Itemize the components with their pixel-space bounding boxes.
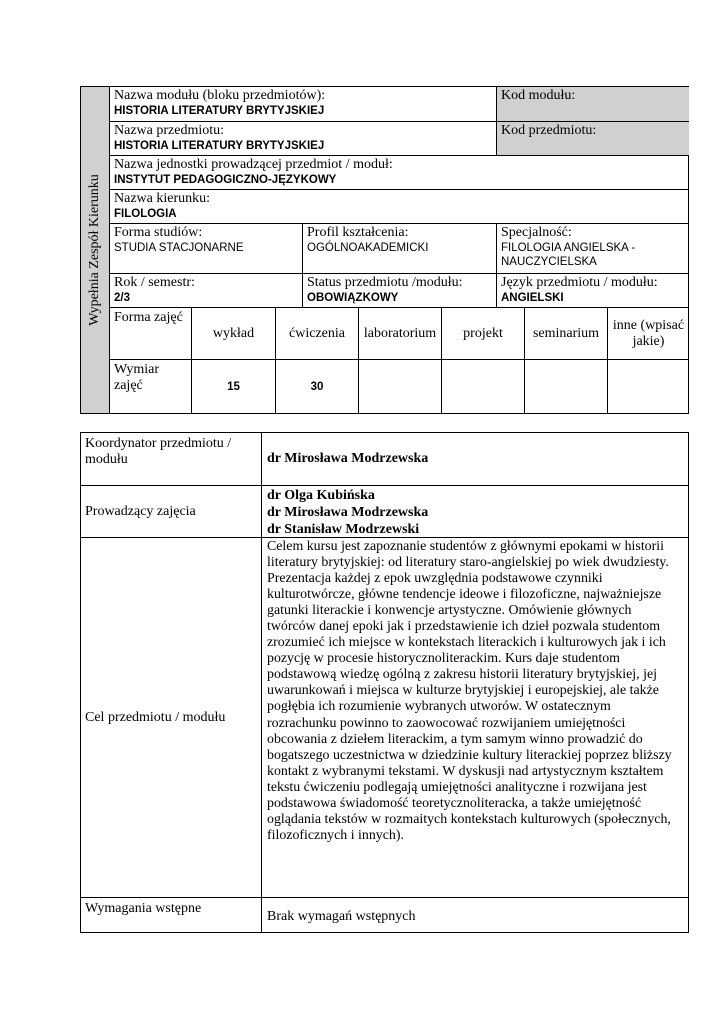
subject-cell bbox=[110, 122, 497, 156]
form-col-project: projekt bbox=[442, 308, 525, 360]
subject-code-label: Kod przedmiotu: bbox=[501, 123, 597, 138]
form-col-other: inne (wpisać jakie) bbox=[608, 308, 689, 360]
status-label: Status przedmiotu /modułu: bbox=[307, 275, 463, 290]
form-col-seminar: seminarium bbox=[525, 308, 608, 360]
forms-label: Forma zajęć bbox=[114, 310, 183, 325]
field-cell bbox=[110, 190, 689, 224]
language-value: ANGIELSKI bbox=[501, 292, 564, 304]
status-cell bbox=[303, 274, 497, 308]
course-details-table bbox=[80, 432, 689, 933]
goal-label-text: Cel przedmiotu / modułu bbox=[85, 709, 226, 725]
form-col-lecture: wykład bbox=[192, 308, 276, 360]
form-col-laboratory: laboratorium bbox=[359, 308, 442, 360]
hours-label-cell bbox=[110, 360, 192, 413]
side-label: Wypełnia Zespół Kierunku bbox=[87, 174, 102, 326]
forms-label-cell bbox=[110, 308, 192, 360]
specialty-label: Specjalność: bbox=[501, 225, 572, 240]
profile-label: Profil kształcenia: bbox=[307, 225, 409, 240]
lecturer-name: dr Stanisław Modrzewski bbox=[267, 522, 420, 537]
study-form-cell bbox=[110, 224, 303, 274]
language-label: Język przedmiotu / modułu: bbox=[501, 275, 658, 290]
lecturers-value bbox=[262, 486, 688, 538]
module-block-label: Nazwa modułu (bloku przedmiotów): bbox=[114, 88, 326, 103]
unit-value: INSTYTUT PEDAGOGICZNO-JĘZYKOWY bbox=[114, 174, 337, 186]
hours-laboratory bbox=[359, 360, 442, 413]
coordinator-label: Koordynator przedmiotu / modułu bbox=[81, 433, 262, 486]
goal-label bbox=[81, 538, 262, 898]
goal-text: Celem kursu jest zapoznanie studentów z głównymi epokami w historii literatury brytyjskiej: od literatury staro-angielskiej po wiek dwudziesty. Prezentacja każdej z epok uwzględnia podstawowe czynniki kulturotwórcze, główne tendencje ideowe i filozoficzne, najważniejsze gatunki literackie i konwencje artystyczne. Omówienie głównych twórców danej epoki jak i przedstawienie ich dzieł pozwala studentom zrozumieć ich miejsce w kontekstach literackich i kulturowych jak i ich pozycję w procesie historycznoliterackim. Kurs daje studentom podstawową wiedzę ogólną z zakresu historii literatury brytyjskiej, jej uwarunkowań i miejsca w kulturze brytyjskiej i europejskiej, ale także pogłębia ich rozumienie wybranych utworów. W ostatecznym rozrachunku powinno to zaowocować rozwijaniem umiejętności obcowania z dziełem literackim, a tym samym winno prowadzić do bogatszego uczestnictwa w dziedzinie kultury literackiej poprzez bliższy kontakt z wybranymi tekstami. W dyskusji nad artystycznym kształtem tekstu ćwiczeniu podlegają umiejętności analityczne i rozwijana jest podstawowa świadomość teoretycznoliteracka, a także umiejętność oglądania tekstów w rozmaitych kontekstach kulturowych (społecznych, filozoficznych i innych). bbox=[262, 538, 688, 898]
field-value: FILOLOGIA bbox=[114, 208, 177, 220]
study-form-label: Forma studiów: bbox=[114, 225, 203, 240]
side-label-cell bbox=[81, 87, 110, 413]
lecturer-name: dr Mirosława Modrzewska bbox=[267, 505, 429, 520]
hours-label: Wymiar zajęć bbox=[114, 362, 160, 393]
year-value: 2/3 bbox=[114, 292, 130, 304]
lecturers-label-text: Prowadzący zajęcia bbox=[85, 503, 196, 519]
status-value: OBOWIĄZKOWY bbox=[307, 292, 399, 304]
specialty-cell bbox=[497, 224, 689, 274]
module-code-label: Kod modułu: bbox=[501, 88, 576, 103]
year-cell bbox=[110, 274, 303, 308]
unit-cell bbox=[110, 156, 689, 190]
requirements-text: Brak wymagań wstępnych bbox=[267, 909, 416, 924]
profile-cell bbox=[303, 224, 497, 274]
module-code-cell bbox=[497, 87, 689, 122]
form-col-exercises: ćwiczenia bbox=[276, 308, 359, 360]
lecturers-label bbox=[81, 486, 262, 538]
coordinator-value bbox=[262, 433, 688, 486]
subject-value: HISTORIA LITERATURY BRYTYJSKIEJ bbox=[114, 140, 325, 152]
hours-seminar bbox=[525, 360, 608, 413]
requirements-label: Wymagania wstępne bbox=[81, 898, 262, 932]
requirements-value bbox=[262, 898, 688, 932]
hours-other bbox=[608, 360, 689, 413]
course-info-table bbox=[80, 86, 689, 414]
hours-project bbox=[442, 360, 525, 413]
module-block-value: HISTORIA LITERATURY BRYTYJSKIEJ bbox=[114, 105, 325, 117]
coordinator-name: dr Mirosława Modrzewska bbox=[267, 451, 429, 466]
subject-label: Nazwa przedmiotu: bbox=[114, 123, 225, 138]
field-label: Nazwa kierunku: bbox=[114, 191, 211, 206]
hours-exercises: 30 bbox=[276, 360, 359, 413]
subject-code-cell bbox=[497, 122, 689, 156]
language-cell bbox=[497, 274, 689, 308]
hours-lecture: 15 bbox=[192, 360, 276, 413]
year-label: Rok / semestr: bbox=[114, 275, 195, 290]
lecturer-name: dr Olga Kubińska bbox=[267, 488, 375, 503]
module-block-cell bbox=[110, 87, 497, 122]
unit-label: Nazwa jednostki prowadzącej przedmiot / moduł: bbox=[114, 157, 393, 172]
study-form-value: STUDIA STACJONARNE bbox=[114, 242, 244, 254]
profile-value: OGÓLNOAKADEMICKI bbox=[307, 242, 429, 254]
specialty-value: FILOLOGIA ANGIELSKA - NAUCZYCIELSKA bbox=[501, 242, 636, 268]
